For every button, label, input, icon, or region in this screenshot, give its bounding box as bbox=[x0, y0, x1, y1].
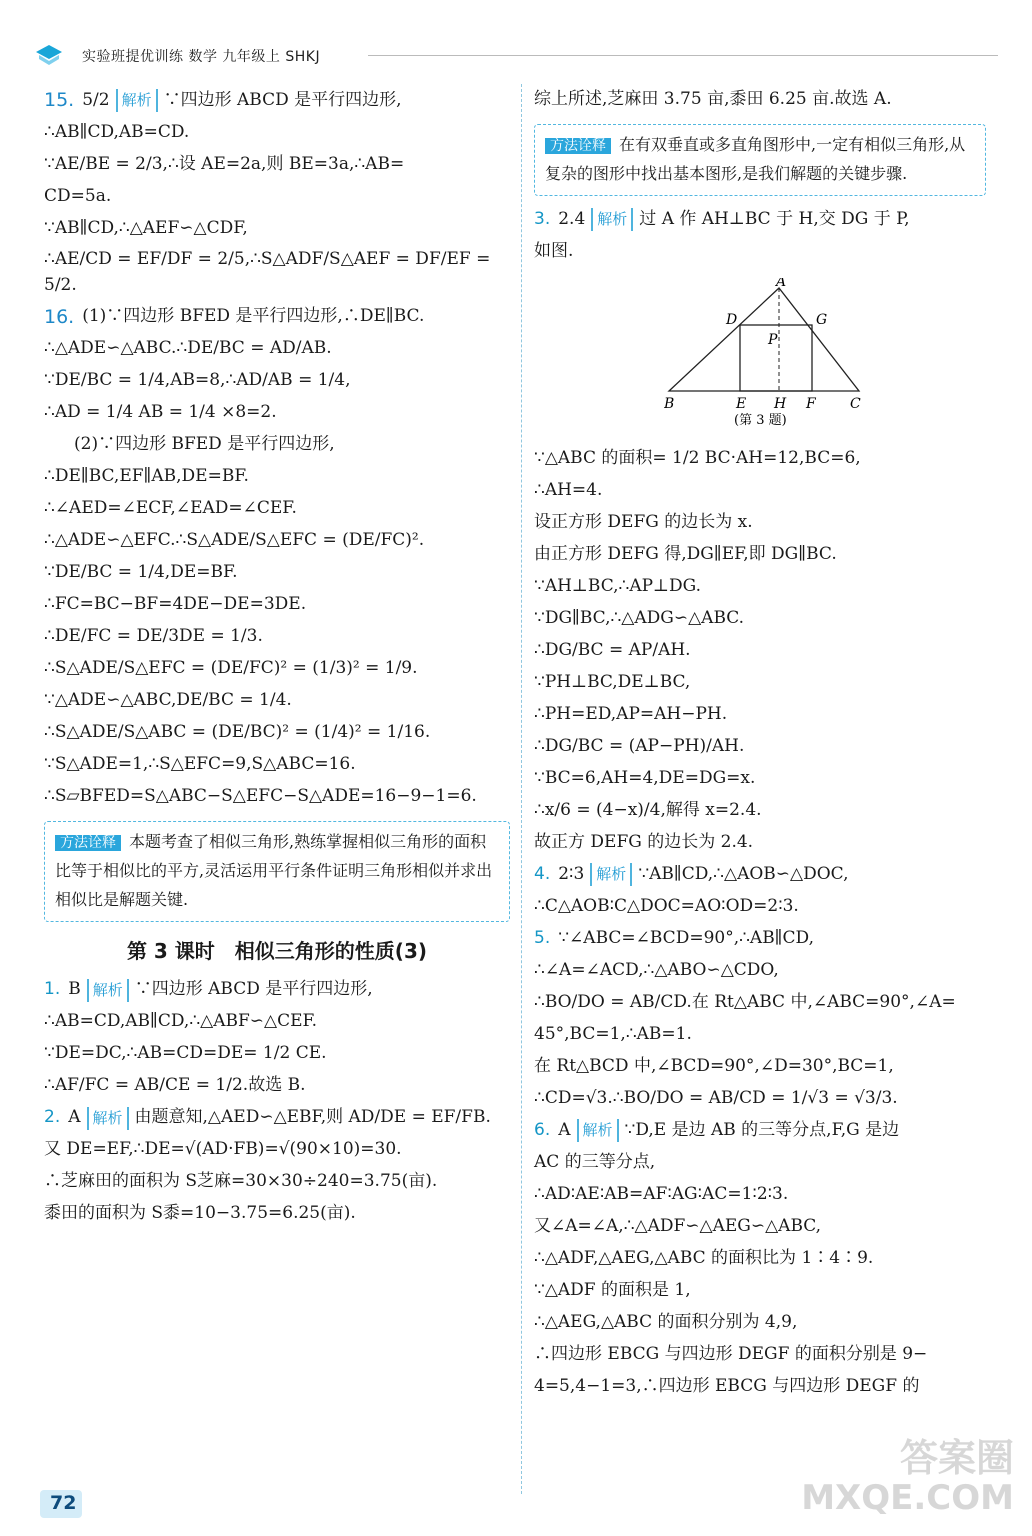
point-label-h: H bbox=[774, 395, 787, 412]
question-number: 1. bbox=[44, 979, 61, 1000]
text-line: ∴BO/DO = AB/CD.在 Rt△ABC 中,∠ABC=90°,∠A= bbox=[534, 991, 956, 1012]
answer: B bbox=[68, 979, 81, 1000]
page-number-value: 72 bbox=[50, 1492, 77, 1514]
s2-line-1 bbox=[44, 1102, 510, 1134]
method-text: 本题考查了相似三角形,熟练掌握相似三角形的面积比等于相似比的平方,灵活运用平行条件证明三角形相似并求出相似比是解题关键. bbox=[55, 832, 493, 909]
text-line: ∵四边形 ABCD 是平行四边形, bbox=[134, 979, 373, 1000]
text-line: ∴DE/FC = DE/3DE = 1/3. bbox=[44, 626, 263, 647]
triangle-diagram bbox=[664, 278, 874, 428]
answer: 5/2 bbox=[82, 89, 110, 110]
s1-line-1 bbox=[44, 974, 510, 1006]
point-label-b: B bbox=[664, 395, 675, 412]
right-column bbox=[534, 84, 986, 1402]
text-line: ∴四边形 EBCG 与四边形 DEGF 的面积分别是 9− bbox=[534, 1343, 928, 1364]
text-line: ∴CD=√3.∴BO/DO = AB/CD = 1/√3 = √3/3. bbox=[534, 1087, 898, 1108]
q16-line-1 bbox=[44, 301, 510, 334]
question-number: 4. bbox=[534, 863, 551, 884]
text-line: ∴DG/BC = AP/AH. bbox=[534, 639, 691, 660]
text-line: ∵△ADF 的面积是 1, bbox=[534, 1279, 691, 1300]
text-line: ∴PH=ED,AP=AH−PH. bbox=[534, 703, 728, 724]
text-line: ∴△ADF,△AEG,△ABC 的面积比为 1∶4∶9. bbox=[534, 1247, 874, 1268]
analysis-tag: 解析 bbox=[577, 1119, 619, 1142]
text-line: ∴AE/CD = EF/DF = 2/5,∴S△ADF/S△AEF = DF/EF = 5/2. bbox=[44, 248, 491, 295]
text-line: 设正方形 DEFG 的边长为 x. bbox=[534, 511, 753, 532]
text-line: 45°,BC=1,∴AB=1. bbox=[534, 1023, 692, 1044]
answer: 2∶3 bbox=[558, 863, 585, 884]
watermark-line-2: MXQE.COM bbox=[801, 1477, 1014, 1518]
text-line: ∵DE/BC = 1/4,DE=BF. bbox=[44, 562, 238, 583]
text-line: ∴AD = 1/4 AB = 1/4 ×8=2. bbox=[44, 402, 277, 423]
text-line: ∵△ADE∽△ABC,DE/BC = 1/4. bbox=[44, 690, 292, 711]
point-label-f: F bbox=[806, 395, 816, 412]
question-number: 16. bbox=[44, 305, 75, 328]
text-line: 由正方形 DEFG 得,DG∥EF,即 DG∥BC. bbox=[534, 543, 837, 564]
text-line: ∴AB=CD,AB∥CD,∴△ABF∽△CEF. bbox=[44, 1011, 318, 1032]
method-text: 在有双垂直或多直角图形中,一定有相似三角形,从复杂的图形中找出基本图形,是我们解题的关键步骤. bbox=[545, 135, 966, 183]
text-line: ∵BC=6,AH=4,DE=DG=x. bbox=[534, 767, 756, 788]
text-line: ∴DG/BC = (AP−PH)/AH. bbox=[534, 735, 745, 756]
column-divider bbox=[521, 84, 522, 1494]
text-line: AC 的三等分点, bbox=[534, 1151, 656, 1172]
question-number: 3. bbox=[534, 208, 551, 229]
text-line: ∵DG∥BC,∴△ADG∽△ABC. bbox=[534, 607, 745, 628]
text-line: ∴AB∥CD,AB=CD. bbox=[44, 121, 190, 142]
text-line: ∴∠AED=∠ECF,∠EAD=∠CEF. bbox=[44, 498, 297, 519]
watermark bbox=[801, 1438, 1014, 1517]
text-line: ∵AE/BE = 2/3,∴设 AE=2a,则 BE=3a,∴AB= bbox=[44, 153, 405, 174]
point-label-e: E bbox=[736, 395, 747, 412]
method-note-box bbox=[534, 124, 986, 196]
analysis-tag: 解析 bbox=[116, 89, 158, 112]
text-line: 由题意知,△AED∽△EBF,则 AD/DE = EF/FB. bbox=[134, 1107, 491, 1128]
text-line: ∴AD∶AE∶AB=AF∶AG∶AC=1∶2∶3. bbox=[534, 1183, 789, 1204]
page-number bbox=[40, 1486, 84, 1520]
text-line: ∴△ADE∽△ABC.∴DE/BC = AD/AB. bbox=[44, 338, 332, 359]
point-label-p: P bbox=[768, 331, 778, 348]
analysis-tag: 解析 bbox=[591, 208, 633, 231]
text-line: ∴S△ADE/S△EFC = (DE/FC)² = (1/3)² = 1/9. bbox=[44, 658, 418, 679]
text-line: ∴△AEG,△ABC 的面积分别为 4,9, bbox=[534, 1311, 798, 1332]
text-line: ∴x/6 = (4−x)/4,解得 x=2.4. bbox=[534, 799, 762, 820]
text-line: ∴S▱BFED=S△ABC−S△EFC−S△ADE=16−9−1=6. bbox=[44, 786, 477, 807]
figure-caption: (第 3 题) bbox=[734, 412, 787, 428]
text-line: ∵PH⊥BC,DE⊥BC, bbox=[534, 671, 691, 692]
s5-line-1 bbox=[534, 922, 986, 954]
analysis-tag: 解析 bbox=[87, 1107, 129, 1130]
text-line: ∵DE/BC = 1/4,AB=8,∴AD/AB = 1/4, bbox=[44, 370, 351, 391]
text-line: 又∠A=∠A,∴△ADF∽△AEG∽△ABC, bbox=[534, 1215, 822, 1236]
left-column bbox=[44, 84, 510, 1230]
text-line: ∴AH=4. bbox=[534, 479, 603, 500]
point-label-g: G bbox=[816, 311, 828, 328]
text-line: 4=5,4−1=3,∴四边形 EBCG 与四边形 DEGF 的 bbox=[534, 1375, 920, 1396]
method-note-box bbox=[44, 821, 510, 921]
watermark-line-1: 答案圈 bbox=[899, 1436, 1014, 1480]
method-label: 方法诠释 bbox=[55, 835, 121, 851]
s4-line-1 bbox=[534, 858, 986, 890]
analysis-tag: 解析 bbox=[590, 863, 632, 886]
text-line: ∵△ABC 的面积= 1/2 BC·AH=12,BC=6, bbox=[534, 447, 861, 468]
text-line: ∵四边形 ABCD 是平行四边形, bbox=[163, 89, 402, 110]
text-line: ∴DE∥BC,EF∥AB,DE=BF. bbox=[44, 466, 249, 487]
answer: A bbox=[558, 1119, 571, 1140]
header-rule bbox=[368, 55, 998, 56]
text-line: ∵S△ADE=1,∴S△EFC=9,S△ABC=16. bbox=[44, 754, 356, 775]
text-line: 故正方 DEFG 的边长为 2.4. bbox=[534, 831, 754, 852]
answer: 2.4 bbox=[558, 208, 586, 229]
text-line: ∴C△AOB∶C△DOC=AO∶OD=2∶3. bbox=[534, 895, 799, 916]
text-line: ∴∠A=∠ACD,∴△ABO∽△CDO, bbox=[534, 959, 779, 980]
book-logo-icon bbox=[34, 42, 64, 66]
question-number: 5. bbox=[534, 927, 551, 948]
text-line: 综上所述,芝麻田 3.75 亩,黍田 6.25 亩.故选 A. bbox=[534, 89, 892, 110]
text-line: 在 Rt△BCD 中,∠BCD=90°,∠D=30°,BC=1, bbox=[534, 1055, 894, 1076]
text-line: ∵DE=DC,∴AB=CD=DE= 1/2 CE. bbox=[44, 1043, 327, 1064]
text-line: ∴S△ADE/S△ABC = (DE/BC)² = (1/4)² = 1/16. bbox=[44, 722, 431, 743]
text-line: (2)∵四边形 BFED 是平行四边形, bbox=[74, 434, 335, 455]
triangle-figure bbox=[664, 278, 986, 437]
section-title: 第 3 课时 相似三角形的性质(3) bbox=[126, 938, 428, 963]
page-header bbox=[34, 40, 998, 70]
text-line: ∵AB∥CD,∴△AOB∽△DOC, bbox=[638, 863, 849, 884]
question-number: 2. bbox=[44, 1107, 61, 1128]
text-line: ∵AB∥CD,∴△AEF∽△CDF, bbox=[44, 217, 248, 238]
method-label: 方法诠释 bbox=[545, 138, 611, 154]
point-label-c: C bbox=[850, 395, 861, 412]
analysis-tag: 解析 bbox=[87, 979, 129, 1002]
header-title: 实验班提优训练 数学 九年级上 SHKJ bbox=[82, 49, 321, 65]
text-line: ∴AF/FC = AB/CE = 1/2.故选 B. bbox=[44, 1075, 306, 1096]
q15-line-1 bbox=[44, 84, 510, 117]
triangle-abc bbox=[669, 288, 859, 391]
question-number: 15. bbox=[44, 89, 75, 111]
point-label-d: D bbox=[726, 311, 738, 328]
s3-line-1 bbox=[534, 204, 986, 236]
text-line: 黍田的面积为 S黍=10−3.75=6.25(亩). bbox=[44, 1203, 356, 1224]
text-line: 又 DE=EF,∴DE=√(AD·FB)=√(90×10)=30. bbox=[44, 1139, 402, 1160]
text-line: ∴△ADE∽△EFC.∴S△ADE/S△EFC = (DE/FC)². bbox=[44, 530, 425, 551]
point-label-a: A bbox=[776, 277, 787, 290]
text-line: ∴FC=BC−BF=4DE−DE=3DE. bbox=[44, 594, 307, 615]
question-number: 6. bbox=[534, 1119, 551, 1140]
text-line: ∵D,E 是边 AB 的三等分点,F,G 是边 bbox=[624, 1119, 900, 1140]
text-line: CD=5a. bbox=[44, 185, 112, 206]
text-line: ∵∠ABC=∠BCD=90°,∴AB∥CD, bbox=[558, 927, 814, 948]
s6-line-1 bbox=[534, 1114, 986, 1146]
text-line: 如图. bbox=[534, 240, 574, 261]
text-line: (1)∵四边形 BFED 是平行四边形,∴DE∥BC. bbox=[82, 306, 425, 327]
answer: A bbox=[68, 1107, 81, 1128]
text-line: ∵AH⊥BC,∴AP⊥DG. bbox=[534, 575, 702, 596]
text-line: ∴芝麻田的面积为 S芝麻=30×30÷240=3.75(亩). bbox=[44, 1171, 438, 1192]
text-line: 过 A 作 AH⊥BC 于 H,交 DG 于 P, bbox=[639, 208, 910, 229]
